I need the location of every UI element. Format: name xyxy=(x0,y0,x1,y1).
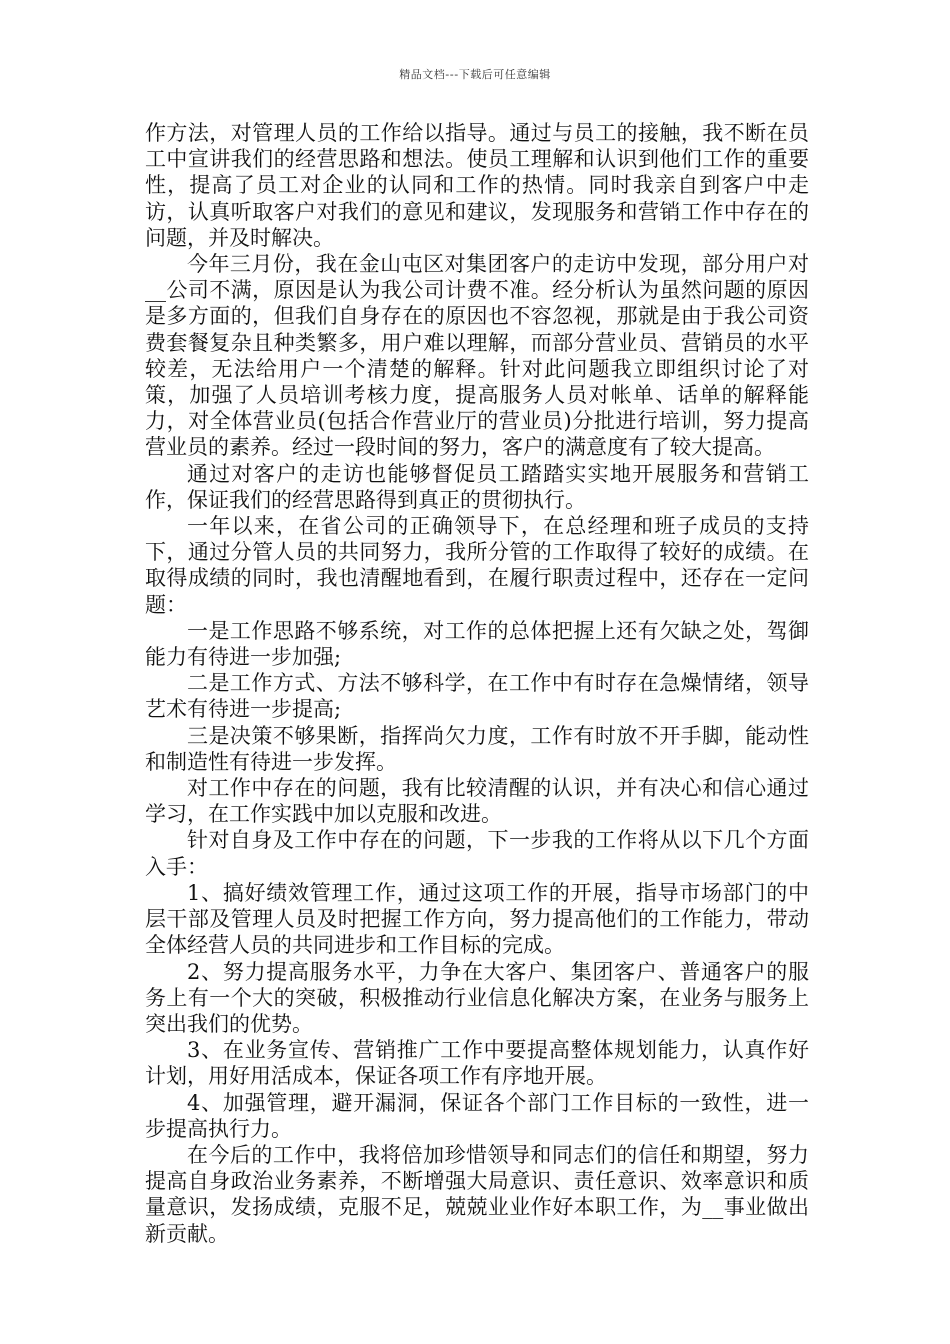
list-item: 3、在业务宣传、营销推广工作中要提高整体规划能力，认真作好计划，用好用活成本，保证各项工作有序地开展。 xyxy=(145,1038,809,1089)
paragraph: 作方法，对管理人员的工作给以指导。通过与员工的接触，我不断在员工中宣讲我们的经营思路和想法。使员工理解和认识到他们工作的重要性，提高了员工对企业的认同和工作的热情。同时我亲自到客户中走访，认真听取客户对我们的意见和建议，发现服务和营销工作中存在的问题，并及时解决。 xyxy=(145,121,809,250)
paragraph: 对工作中存在的问题，我有比较清醒的认识，并有决心和信心通过学习，在工作实践中加以克服和改进。 xyxy=(145,776,809,827)
paragraph: 一年以来，在省公司的正确领导下，在总经理和班子成员的支持下，通过分管人员的共同努力，我所分管的工作取得了较好的成绩。在取得成绩的同时，我也清醒地看到，在履行职责过程中，还存在一定问题： xyxy=(145,514,809,617)
list-item: 1、搞好绩效管理工作，通过这项工作的开展，指导市场部门的中层干部及管理人员及时把握工作方向，努力提高他们的工作能力，带动全体经营人员的共同进步和工作目标的完成。 xyxy=(145,880,809,958)
paragraph: 二是工作方式、方法不够科学，在工作中有时存在急燥情绪，领导艺术有待进一步提高; xyxy=(145,671,809,722)
paragraph: 针对自身及工作中存在的问题，下一步我的工作将从以下几个方面入手： xyxy=(145,828,809,879)
list-item: 2、努力提高服务水平，力争在大客户、集团客户、普通客户的服务上有一个大的突破，积极推动行业信息化解决方案，在业务与服务上突出我们的优势。 xyxy=(145,959,809,1036)
paragraph: 在今后的工作中，我将倍加珍惜领导和同志们的信任和期望，努力提高自身政治业务素养，不断增强大局意识、责任意识、效率意识和质量意识，发扬成绩，克服不足，兢兢业业作好本职工作，为__事业做出新贡献。 xyxy=(145,1142,809,1246)
paragraph: 今年三月份，我在金山屯区对集团客户的走访中发现，部分用户对__公司不满，原因是认为我公司计费不准。经分析认为虽然问题的原因是多方面的，但我们自身存在的原因也不容忽视，那就是由于我公司资费套餐复杂且种类繁多，用户难以理解，而部分营业员、营销员的水平较差，无法给用户一个清楚的解释。针对此问题我立即组织讨论了对策，加强了人员培训考核力度，提高服务人员对帐单、话单的解释能力，对全体营业员(包括合作营业厅的营业员)分批进行培训，努力提高营业员的素养。经过一段时间的努力，客户的满意度有了较大提高。 xyxy=(145,252,809,460)
paragraph: 三是决策不够果断，指挥尚欠力度，工作有时放不开手脚，能动性和制造性有待进一步发挥。 xyxy=(145,723,809,774)
list-item: 4、加强管理，避开漏洞，保证各个部门工作目标的一致性，进一步提高执行力。 xyxy=(145,1090,809,1141)
page-header: 精品文档---下载后可任意编辑 xyxy=(399,68,551,81)
document-body xyxy=(145,120,809,1247)
paragraph: 通过对客户的走访也能够督促员工踏踏实实地开展服务和营销工作，保证我们的经营思路得到真正的贯彻执行。 xyxy=(145,461,809,512)
paragraph: 一是工作思路不够系统，对工作的总体把握上还有欠缺之处，驾御能力有待进一步加强; xyxy=(145,618,809,670)
